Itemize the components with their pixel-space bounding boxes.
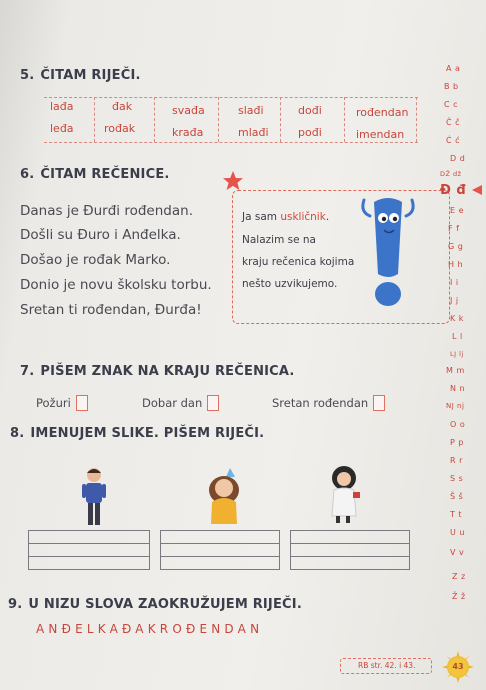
- write-box-3[interactable]: [290, 530, 410, 570]
- word-dodi: dođi: [298, 104, 322, 117]
- bubble-line-2: Nalazim se na: [242, 234, 316, 246]
- current-letter-dj: Đ đ: [440, 183, 467, 198]
- sentence-dobar-dan: Dobar dan: [142, 396, 203, 410]
- word-rodendan: rođendan: [356, 106, 409, 119]
- answer-box-3[interactable]: [373, 395, 385, 411]
- sentence-sretan-rodendan: Sretan rođendan: [272, 396, 369, 410]
- section-9-heading: 9. U NIZU SLOVA ZAOKRUŽUJEM RIJEČI.: [8, 597, 302, 612]
- word-leda: leđa: [50, 122, 74, 135]
- sentence-2: Došli su Đuro i Anđelka.: [20, 227, 181, 243]
- word-mladi: mlađi: [238, 126, 269, 139]
- workbook-reference: RB str. 42. i 43.: [358, 661, 416, 670]
- word-rodak: rođak: [104, 122, 136, 135]
- alphabet-column: A a B b C c Č č Ć ć D d DŽ dž Đ đ E e F f G g H h I i J j K k L l LJ lj M m N n NJ nj O o P p R r S s Š š T t U u V v Z z Ž ž: [440, 64, 480, 634]
- word-svada: svađa: [172, 104, 205, 117]
- bubble-line-3: kraju rečenica kojima: [242, 256, 355, 268]
- sentence-1: Danas je Đurđi rođendan.: [20, 203, 193, 219]
- sentence-3: Došao je rođak Marko.: [20, 252, 171, 268]
- word-grid: [40, 92, 422, 148]
- answer-box-2[interactable]: [207, 395, 219, 411]
- word-imendan: imendan: [356, 128, 405, 141]
- page-number: 43: [447, 656, 469, 678]
- girl-birthday-picture-icon: [204, 466, 246, 526]
- letter-sequence[interactable]: ANĐELKAĐAKROĐENDAN: [36, 622, 264, 636]
- word-krada: krađa: [172, 126, 204, 139]
- word-sladi: slađi: [238, 104, 264, 117]
- word-lada: lađa: [50, 100, 74, 113]
- exclamation-mark-character-icon: [356, 188, 420, 308]
- arrow-left-icon: [472, 185, 482, 195]
- section-7-heading: 7. PIŠEM ZNAK NA KRAJU REČENICA.: [20, 364, 295, 379]
- star-icon: [222, 170, 244, 192]
- sentence-5: Sretan ti rođendan, Đurđa!: [20, 302, 202, 318]
- sentence-pozuri: Požuri: [36, 396, 71, 410]
- section-5-heading: 5. ČITAM RIJEČI.: [20, 68, 141, 83]
- sentence-4: Donio je novu školsku torbu.: [20, 277, 212, 293]
- boy-picture-icon: [80, 466, 108, 528]
- write-box-2[interactable]: [160, 530, 280, 570]
- answer-box-1[interactable]: [76, 395, 88, 411]
- write-box-1[interactable]: [28, 530, 150, 570]
- bubble-line-4: nešto uzvikujemo.: [242, 278, 338, 290]
- section-6-heading: 6. ČITAM REČENICE.: [20, 167, 170, 182]
- section-8-heading: 8. IMENUJEM SLIKE. PIŠEM RIJEČI.: [10, 426, 265, 441]
- girl-with-gift-picture-icon: [326, 464, 362, 524]
- word-podi: pođi: [298, 126, 322, 139]
- bubble-line-1: Ja sam uskličnik.: [242, 211, 330, 223]
- word-dak: đak: [112, 100, 133, 113]
